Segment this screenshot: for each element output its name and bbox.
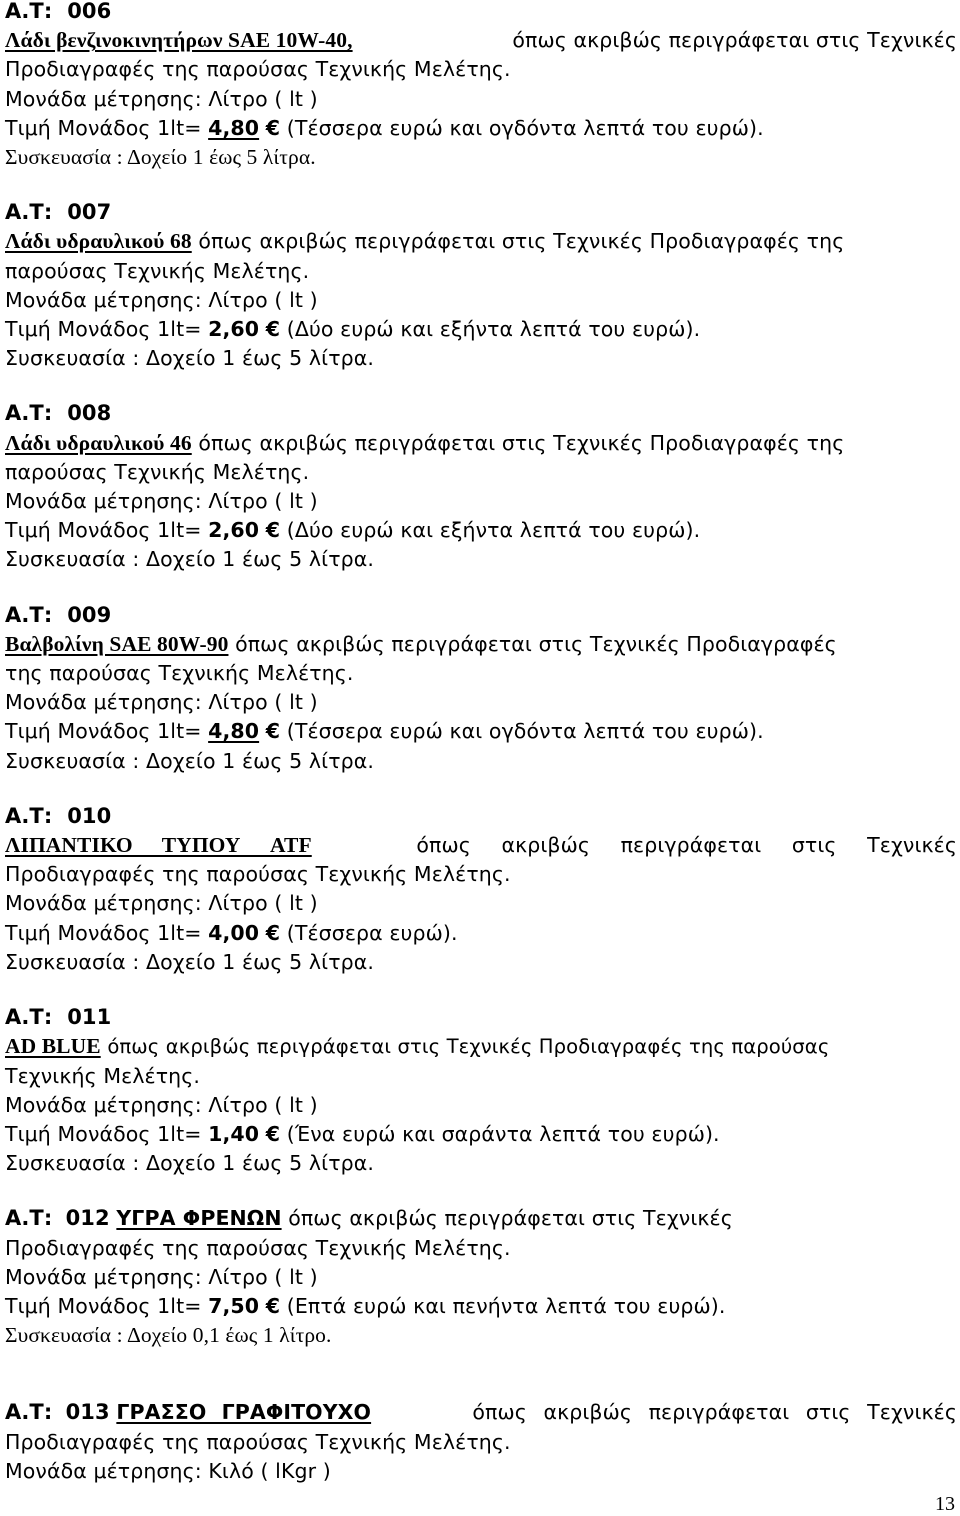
item-packaging: Συσκευασία : Δοχείο 1 έως 5 λίτρα. bbox=[5, 1151, 374, 1176]
item-price-words: (Δύο ευρώ και εξήντα λεπτά του ευρώ). bbox=[286, 518, 701, 543]
item-packaging: Συσκευασία : Δοχείο 1 έως 5 λίτρα. bbox=[5, 547, 374, 572]
item-description: όπως ακριβώς περιγράφεται στις Τεχνικές Προδιαγραφές της bbox=[198, 229, 845, 254]
item-packaging: Συσκευασία : Δοχείο 1 έως 5 λίτρα. bbox=[5, 145, 316, 170]
item-code: 009 bbox=[67, 602, 112, 627]
euro-icon: € bbox=[265, 920, 281, 945]
item-price-line bbox=[5, 919, 957, 948]
item-product-name: Λάδι βενζινοκινητήρων SAE 10W-40, bbox=[5, 28, 353, 53]
euro-icon: € bbox=[265, 1121, 281, 1146]
item-code-line bbox=[5, 1398, 957, 1427]
item-unit: Μονάδα μέτρησης: Λίτρο ( lt ) bbox=[5, 489, 318, 514]
item-code-line bbox=[5, 399, 957, 428]
item-code: 010 bbox=[67, 803, 112, 828]
item-title-line bbox=[5, 429, 957, 458]
item-description-continued: Προδιαγραφές της παρούσας Τεχνικής Μελέτης. bbox=[5, 57, 511, 82]
item-code-line bbox=[5, 1003, 957, 1032]
item-price-prefix: Τιμή Μονάδος 1lt= bbox=[5, 719, 202, 744]
item-product-name: ΛΙΠΑΝΤΙΚΟ ΤΥΠΟΥ ATF bbox=[5, 833, 312, 858]
item-price-prefix: Τιμή Μονάδος 1lt= bbox=[5, 920, 202, 945]
item-description: όπως ακριβώς περιγράφεται στις Τεχνικές Προδιαγραφές bbox=[235, 631, 837, 656]
item-price-words: (Επτά ευρώ και πενήντα λεπτά του ευρώ). bbox=[286, 1293, 726, 1318]
item-unit: Μονάδα μέτρησης: Λίτρο ( lt ) bbox=[5, 1264, 318, 1289]
item-price-line bbox=[5, 1120, 957, 1149]
item-description: όπως ακριβώς περιγράφεται στις Τεχνικές Προδιαγραφές της bbox=[198, 430, 845, 455]
item-description-continued: Προδιαγραφές της παρούσας Τεχνικής Μελέτης. bbox=[5, 1235, 511, 1260]
item-price-line bbox=[5, 516, 957, 545]
item-title-line bbox=[5, 831, 957, 860]
item-product-name: ΥΓΡΑ ΦΡΕΝΩΝ bbox=[116, 1206, 282, 1231]
document-page bbox=[5, 0, 957, 1486]
item-price-line bbox=[5, 114, 957, 143]
item-price-words: (Τέσσερα ευρώ). bbox=[286, 920, 458, 945]
item-unit: Μονάδα μέτρησης: Λίτρο ( lt ) bbox=[5, 690, 318, 715]
item-packaging: Συσκευασία : Δοχείο 1 έως 5 λίτρα. bbox=[5, 748, 374, 773]
item-description-continued: παρούσας Τεχνικής Μελέτης. bbox=[5, 258, 310, 283]
item-code-label: Α.Τ: bbox=[5, 0, 53, 23]
euro-icon: € bbox=[265, 518, 281, 543]
item-packaging: Συσκευασία : Δοχείο 1 έως 5 λίτρα. bbox=[5, 949, 374, 974]
item-price-words: (Τέσσερα ευρώ και ογδόντα λεπτά του ευρώ). bbox=[286, 719, 764, 744]
item-code-line bbox=[5, 198, 957, 227]
item-price-words: (Δύο ευρώ και εξήντα λεπτά του ευρώ). bbox=[286, 317, 701, 342]
item-price-prefix: Τιμή Μονάδος 1lt= bbox=[5, 115, 202, 140]
page-number: 13 bbox=[935, 1493, 955, 1515]
item-price-prefix: Τιμή Μονάδος 1lt= bbox=[5, 1293, 202, 1318]
item-product-name: ΓΡΑΣΣΟ ΓΡΑΦΙΤΟΥΧΟ bbox=[116, 1400, 372, 1425]
euro-icon: € bbox=[265, 115, 281, 140]
item-title-line bbox=[5, 26, 957, 55]
euro-icon: € bbox=[265, 719, 281, 744]
item-price-line bbox=[5, 315, 957, 344]
item-code-label: Α.Τ: bbox=[5, 1206, 53, 1231]
item-price: 4,80 bbox=[208, 115, 260, 140]
item-code-label: Α.Τ: bbox=[5, 1400, 53, 1425]
item-description: όπως ακριβώς περιγράφεται στις Τεχνικές bbox=[416, 833, 957, 858]
item-price: 4,80 bbox=[208, 719, 260, 744]
item-description: όπως ακριβώς περιγράφεται στις Τεχνικές bbox=[512, 28, 957, 53]
item-description-continued: Τεχνικής Μελέτης. bbox=[5, 1063, 201, 1088]
item-price-prefix: Τιμή Μονάδος 1lt= bbox=[5, 1121, 202, 1146]
item-unit: Μονάδα μέτρησης: Λίτρο ( lt ) bbox=[5, 287, 318, 312]
item-description: όπως ακριβώς περιγράφεται στις Τεχνικές bbox=[472, 1400, 957, 1425]
item-code-label: Α.Τ: bbox=[5, 602, 53, 627]
item-code-label: Α.Τ: bbox=[5, 401, 53, 426]
item-packaging: Συσκευασία : Δοχείο 1 έως 5 λίτρα. bbox=[5, 346, 374, 371]
item-product-name: Λάδι υδραυλικού 46 bbox=[5, 430, 192, 455]
item-description: όπως ακριβώς περιγράφεται στις Τεχνικές Προδιαγραφές της παρούσας bbox=[107, 1035, 830, 1059]
item-code-line bbox=[5, 601, 957, 630]
item-packaging: Συσκευασία : Δοχείο 0,1 έως 1 λίτρο. bbox=[5, 1323, 332, 1348]
item-code: 007 bbox=[67, 200, 112, 225]
item-code-line bbox=[5, 1204, 957, 1233]
item-code-line bbox=[5, 0, 957, 26]
item-code-line bbox=[5, 802, 957, 831]
item-code-label: Α.Τ: bbox=[5, 1005, 53, 1030]
item-product-name: Λάδι υδραυλικού 68 bbox=[5, 229, 192, 254]
item-code: 013 bbox=[65, 1400, 110, 1425]
item-description-continued: παρούσας Τεχνικής Μελέτης. bbox=[5, 459, 310, 484]
item-price-words: (Ένα ευρώ και σαράντα λεπτά του ευρώ). bbox=[286, 1121, 720, 1146]
item-product-name: Βαλβολίνη SAE 80W-90 bbox=[5, 631, 229, 656]
item-price: 2,60 bbox=[208, 518, 260, 543]
item-code-label: Α.Τ: bbox=[5, 200, 53, 225]
item-description-continued: της παρούσας Τεχνικής Μελέτης. bbox=[5, 661, 354, 686]
item-description: όπως ακριβώς περιγράφεται στις Τεχνικές bbox=[288, 1206, 733, 1231]
item-price-words: (Τέσσερα ευρώ και ογδόντα λεπτά του ευρώ). bbox=[286, 115, 764, 140]
item-code: 012 bbox=[65, 1206, 110, 1231]
item-description-continued: Προδιαγραφές της παρούσας Τεχνικής Μελέτης. bbox=[5, 862, 511, 887]
item-code: 008 bbox=[67, 401, 112, 426]
item-product-name: AD BLUE bbox=[5, 1034, 101, 1059]
item-description-continued: Προδιαγραφές της παρούσας Τεχνικής Μελέτης. bbox=[5, 1429, 511, 1454]
item-price: 7,50 bbox=[208, 1293, 260, 1318]
item-price-line bbox=[5, 717, 957, 746]
item-unit: Μονάδα μέτρησης: Λίτρο ( lt ) bbox=[5, 1092, 318, 1117]
euro-icon: € bbox=[265, 1293, 281, 1318]
item-title-line bbox=[5, 1032, 957, 1061]
item-code: 006 bbox=[67, 0, 112, 23]
item-code-label: Α.Τ: bbox=[5, 803, 53, 828]
euro-icon: € bbox=[265, 317, 281, 342]
item-price-prefix: Τιμή Μονάδος 1lt= bbox=[5, 317, 202, 342]
item-price: 1,40 bbox=[208, 1121, 260, 1146]
item-price: 2,60 bbox=[208, 317, 260, 342]
item-price-line bbox=[5, 1292, 957, 1321]
item-unit: Μονάδα μέτρησης: Κιλό ( lKgr ) bbox=[5, 1458, 331, 1483]
item-code: 011 bbox=[67, 1005, 112, 1030]
item-price: 4,00 bbox=[208, 920, 260, 945]
item-price-prefix: Τιμή Μονάδος 1lt= bbox=[5, 518, 202, 543]
item-title-line bbox=[5, 227, 957, 256]
item-title-line bbox=[5, 630, 957, 659]
item-unit: Μονάδα μέτρησης: Λίτρο ( lt ) bbox=[5, 891, 318, 916]
item-unit: Μονάδα μέτρησης: Λίτρο ( lt ) bbox=[5, 86, 318, 111]
